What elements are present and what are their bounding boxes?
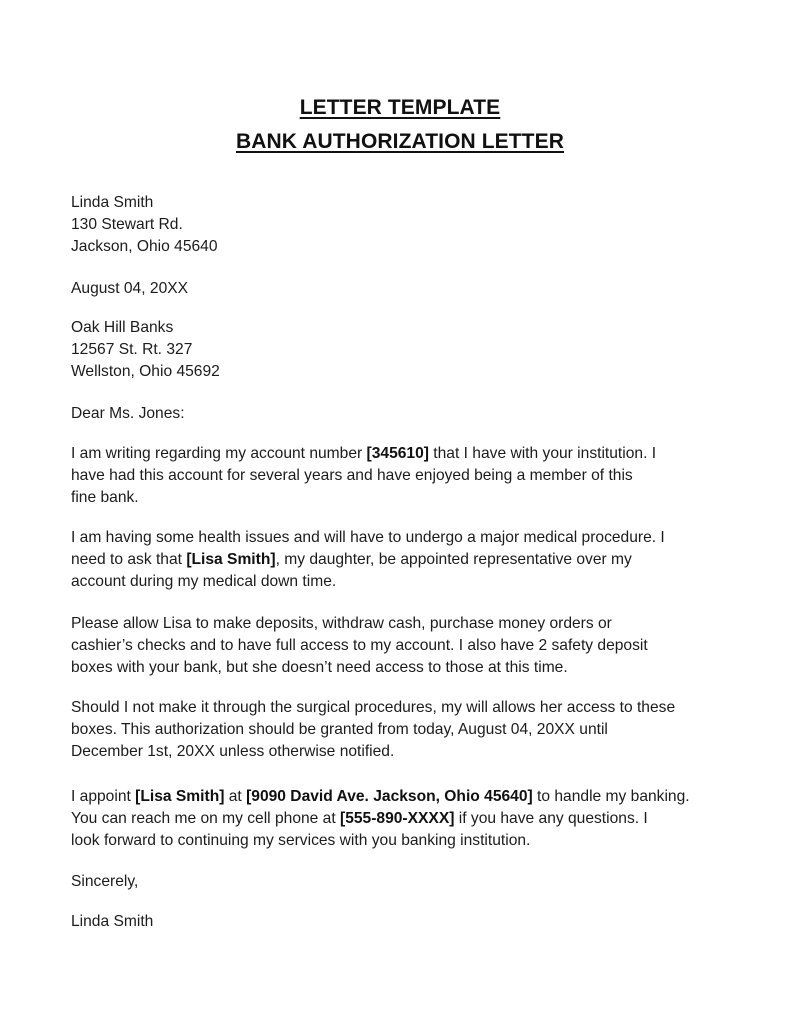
sender-name: Linda Smith bbox=[71, 194, 154, 211]
bank-authorization-heading: BANK AUTHORIZATION LETTER bbox=[236, 130, 564, 153]
paragraph-4 bbox=[71, 697, 739, 764]
paragraph-line: look forward to continuing my services with you banking institution. bbox=[71, 832, 531, 850]
paragraph-2 bbox=[71, 527, 739, 594]
recipient-city: Wellston, Ohio 45692 bbox=[71, 363, 220, 381]
paragraph-3 bbox=[71, 613, 739, 680]
paragraph-line: boxes. This authorization should be granted from today, August 04, 20XX until bbox=[71, 721, 608, 739]
recipient-street: 12567 St. Rt. 327 bbox=[71, 341, 193, 359]
signature bbox=[71, 911, 736, 933]
salutation-text: Dear Ms. Jones: bbox=[71, 405, 185, 422]
representative-name: [Lisa Smith] bbox=[186, 551, 276, 569]
paragraph-line: fine bank. bbox=[71, 489, 139, 507]
closing-text: Sincerely, bbox=[71, 873, 139, 890]
paragraph-line: I am writing regarding my account number [345610] that I have with your institution. I bbox=[71, 445, 657, 462]
paragraph-line: account during my medical down time. bbox=[71, 573, 337, 591]
appointee-address: [9090 David Ave. Jackson, Ohio 45640] bbox=[246, 788, 533, 805]
paragraph-line: boxes with your bank, but she doesn’t need access to those at this time. bbox=[71, 659, 568, 677]
sender-address bbox=[71, 192, 736, 259]
sender-city: Jackson, Ohio 45640 bbox=[71, 238, 218, 256]
salutation bbox=[71, 403, 736, 425]
paragraph-line: You can reach me on my cell phone at [555-890-XXXX] if you have any questions. I bbox=[71, 810, 648, 828]
paragraph-line: need to ask that [Lisa Smith], my daughter, be appointed representative over my bbox=[71, 551, 632, 569]
paragraph-line: I am having some health issues and will have to undergo a major medical procedure. I bbox=[71, 529, 665, 546]
date-text: August 04, 20XX bbox=[71, 280, 189, 297]
paragraph-line: December 1st, 20XX unless otherwise notified. bbox=[71, 743, 395, 761]
appointee-name: [Lisa Smith] bbox=[135, 788, 225, 805]
paragraph-line: Should I not make it through the surgical procedures, my will allows her access to these bbox=[71, 699, 676, 716]
cell-phone-number: [555-890-XXXX] bbox=[340, 810, 455, 828]
recipient-address bbox=[71, 317, 736, 384]
sender-street: 130 Stewart Rd. bbox=[71, 216, 183, 234]
letter-date bbox=[71, 278, 736, 300]
paragraph-line: I appoint [Lisa Smith] at [9090 David Ave. Jackson, Ohio 45640] to handle my banking. bbox=[71, 788, 690, 805]
paragraph-line: have had this account for several years and have enjoyed being a member of this bbox=[71, 467, 633, 485]
paragraph-line: cashier’s checks and to have full access to my account. I also have 2 safety deposit bbox=[71, 637, 648, 655]
closing bbox=[71, 871, 736, 893]
paragraph-line: Please allow Lisa to make deposits, withdraw cash, purchase money orders or bbox=[71, 615, 612, 632]
account-number: [345610] bbox=[366, 445, 429, 462]
letter-template-heading: LETTER TEMPLATE bbox=[299, 96, 501, 119]
recipient-name: Oak Hill Banks bbox=[71, 319, 174, 336]
paragraph-5 bbox=[71, 786, 739, 853]
paragraph-1 bbox=[71, 443, 739, 510]
signature-name: Linda Smith bbox=[71, 913, 154, 930]
